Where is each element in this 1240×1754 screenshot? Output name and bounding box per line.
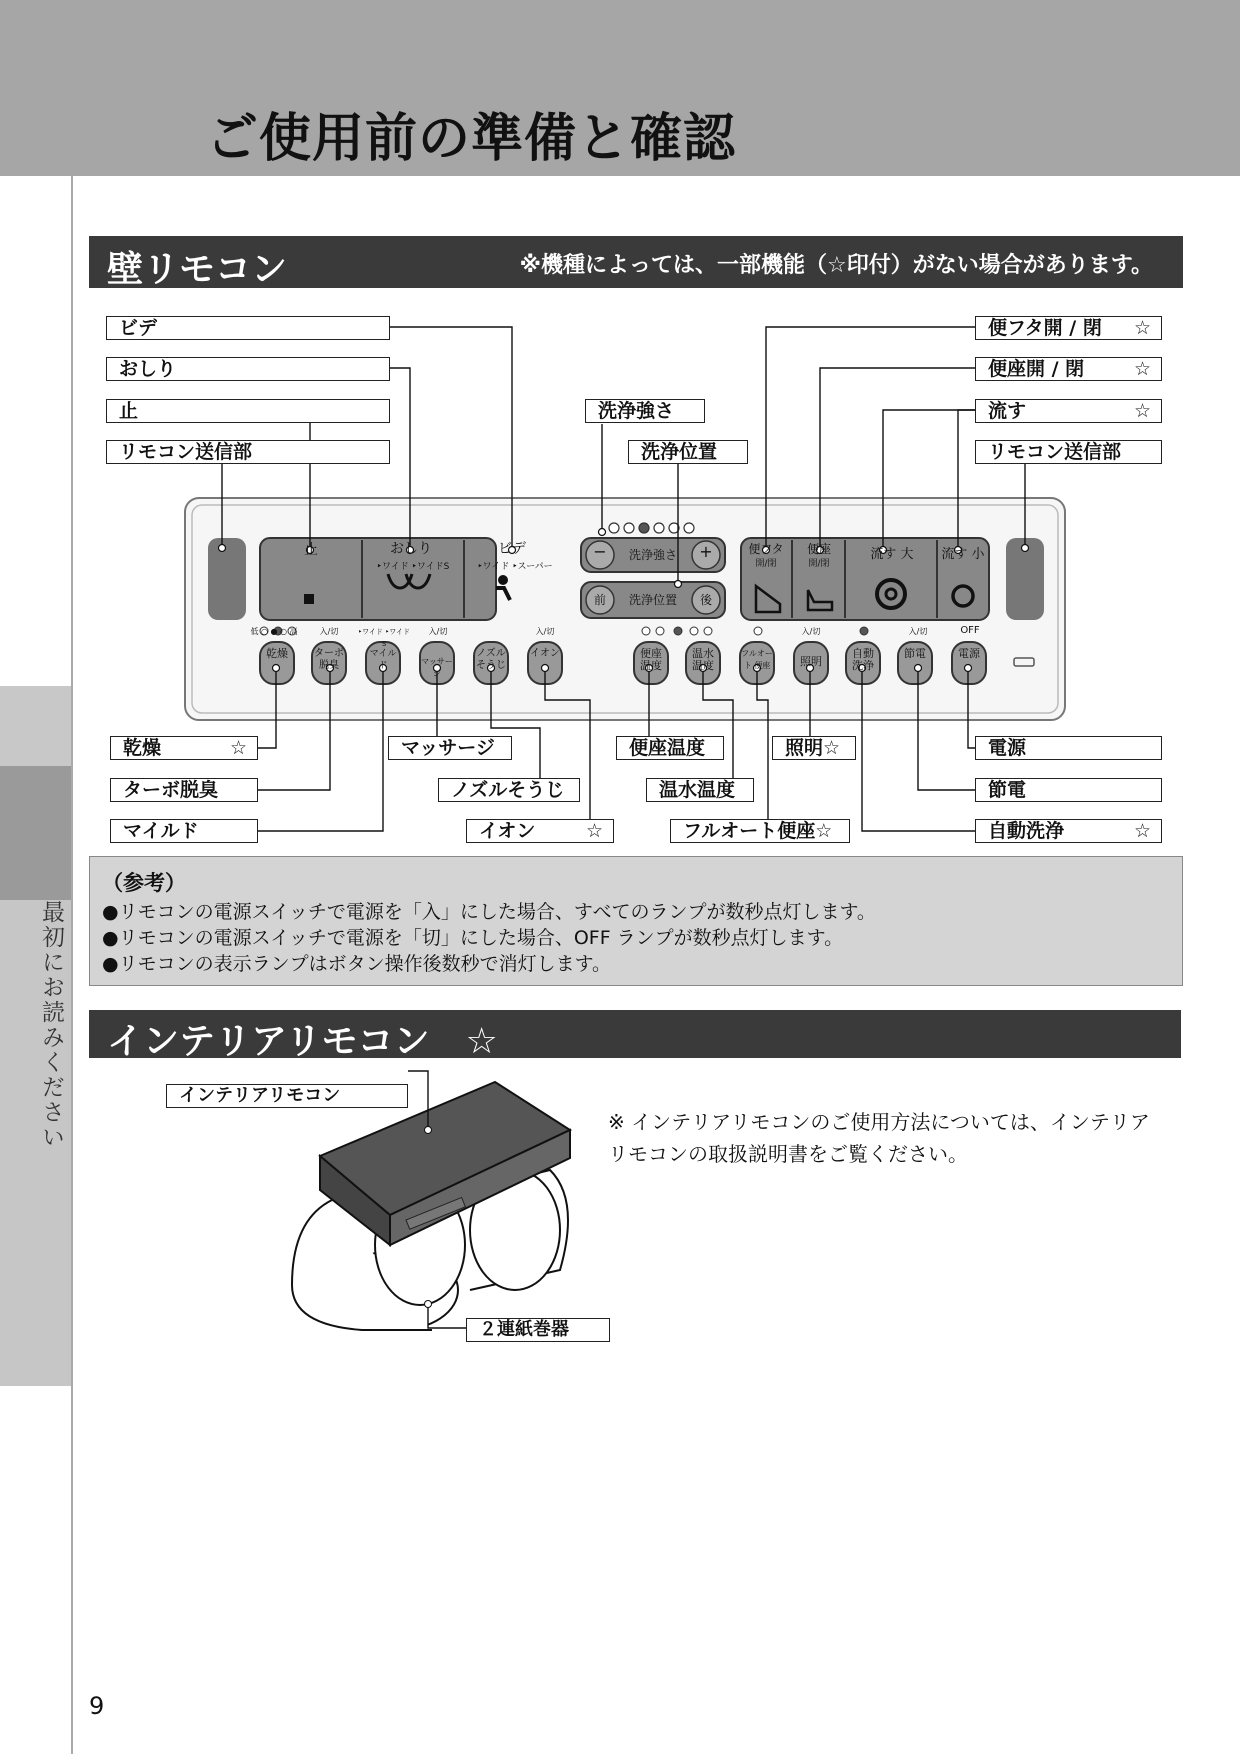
off-indicator: OFF xyxy=(960,625,980,636)
section-title: インテリアリモコン ☆ xyxy=(107,1021,498,1062)
panel-flush-big-label: 流す 大 xyxy=(870,547,914,562)
reference-line: ●リモコンの表示ランプはボタン操作後数秒で消灯します。 xyxy=(102,953,612,975)
ion-button[interactable]: イオン xyxy=(530,648,560,659)
ion-onoff-indicator: 入/切 xyxy=(535,627,555,636)
panel-seat-label: 便座 xyxy=(806,542,831,556)
massage-onoff-indicator: 入/切 xyxy=(428,627,448,636)
panel-bidet-label: ビデ xyxy=(498,541,526,557)
massage-button[interactable]: マッサージ xyxy=(421,657,453,678)
label-oshiri: おしり xyxy=(106,357,390,381)
section-interior-remote-header xyxy=(89,1010,1181,1062)
panel-lid-sub: 開/閉 xyxy=(755,559,777,569)
panel-stop-label: 止 xyxy=(304,542,318,558)
interior-remote-note: ※ インテリアリモコンのご使用方法については、インテリア リモコンの取扱説明書をご覧ください。 xyxy=(608,1110,1170,1166)
label-full-auto: フルオート便座☆ xyxy=(670,819,850,843)
label-auto-wash: 自動洗浄 ☆ xyxy=(975,819,1162,843)
turbo-deodorize-button[interactable]: ターボ 脱臭 xyxy=(314,648,344,671)
reference-box xyxy=(89,856,1183,986)
position-back-button[interactable]: 後 xyxy=(699,593,712,607)
section-note: ※機種によっては、一部機能（☆印付）がない場合があります。 xyxy=(519,253,1153,278)
label-dry: 乾燥 ☆ xyxy=(110,736,258,760)
full-auto-seat-button[interactable]: フルオート 便座 xyxy=(741,649,773,670)
label-paper-holder: ２連紙巻器 xyxy=(466,1318,610,1342)
section-title: 壁リモコン xyxy=(107,249,288,290)
reference-line: ●リモコンの電源スイッチで電源を「入」にした場合、すべてのランプが数秒点灯します。 xyxy=(102,901,876,923)
wash-panel xyxy=(260,538,496,620)
label-seat: 便座開 / 閉 ☆ xyxy=(975,357,1162,381)
transmitter-left xyxy=(208,538,246,620)
label-wash-position: 洗浄位置 xyxy=(628,440,748,464)
auto-wash-button[interactable]: 自動 洗浄 xyxy=(852,647,874,672)
label-nozzle: ノズルそうじ xyxy=(438,778,580,802)
dry-button[interactable]: 乾燥 xyxy=(266,647,288,660)
label-turbo: ターボ脱臭 xyxy=(110,778,258,802)
strength-minus-button[interactable]: − xyxy=(593,542,607,561)
panel-lid-label: 便フタ xyxy=(748,542,784,556)
label-mild: マイルド xyxy=(110,819,258,843)
dry-level-indicator: 低 ○ ● ○ 高 xyxy=(250,627,298,636)
eco-button[interactable]: 節電 xyxy=(904,647,926,660)
panel-bidet-sub: ‣ワイド ‣スーパー xyxy=(477,562,553,572)
label-power: 電源 xyxy=(975,736,1162,760)
seat-temp-button[interactable]: 便座 温度 xyxy=(640,647,662,672)
position-label: 洗浄位置 xyxy=(628,593,677,607)
strength-label: 洗浄強さ xyxy=(628,548,677,562)
mild-button[interactable]: マイルド xyxy=(369,649,397,671)
position-front-button[interactable]: 前 xyxy=(593,593,606,607)
light-onoff-indicator: 入/切 xyxy=(801,627,821,636)
label-interior-remote: インテリアリモコン xyxy=(166,1084,408,1108)
label-transmitter-right: リモコン送信部 xyxy=(975,440,1162,464)
label-eco: 節電 xyxy=(975,778,1162,802)
label-light: 照明☆ xyxy=(772,736,856,760)
label-water-temp: 温水温度 xyxy=(646,778,754,802)
label-lid: 便フタ開 / 閉 ☆ xyxy=(975,316,1162,340)
power-button[interactable]: 電源 xyxy=(958,647,980,660)
label-transmitter-left: リモコン送信部 xyxy=(106,440,390,464)
label-massage: マッサージ xyxy=(388,736,512,760)
label-bidet: ビデ xyxy=(106,316,390,340)
panel-flush-small-label: 流す 小 xyxy=(941,547,985,562)
panel-seat-sub: 開/閉 xyxy=(808,559,830,569)
eco-onoff-indicator: 入/切 xyxy=(908,627,928,636)
label-wash-strength: 洗浄強さ xyxy=(585,399,705,423)
label-flush: 流す ☆ xyxy=(975,399,1162,423)
reference-heading: （参考） xyxy=(102,871,186,895)
panel-oshiri-label: おしり xyxy=(390,541,432,557)
label-stop: 止 xyxy=(106,399,390,423)
page-title: ご使用前の準備と確認 xyxy=(206,109,737,169)
light-button[interactable]: 照明 xyxy=(800,655,822,668)
nozzle-clean-button[interactable]: ノズル そうじ xyxy=(476,648,506,671)
mild-wide-indicator: ‣ワイド ‣ワイドS xyxy=(357,628,411,648)
page-number: 9 xyxy=(89,1692,105,1720)
label-ion: イオン ☆ xyxy=(466,819,614,843)
interior-remote-illustration xyxy=(0,1070,640,1360)
reference-line: ●リモコンの電源スイッチで電源を「切」にした場合、OFF ランプが数秒点灯します。 xyxy=(102,927,844,949)
strength-plus-button[interactable]: + xyxy=(699,542,713,561)
label-seat-temp: 便座温度 xyxy=(616,736,724,760)
water-temp-button[interactable]: 温水 温度 xyxy=(692,647,714,672)
turbo-onoff-indicator: 入/切 xyxy=(319,627,339,636)
side-tab-label: 最初にお読みください xyxy=(38,900,64,1150)
panel-oshiri-sub: ‣ワイド ‣ワイドS xyxy=(376,562,450,572)
